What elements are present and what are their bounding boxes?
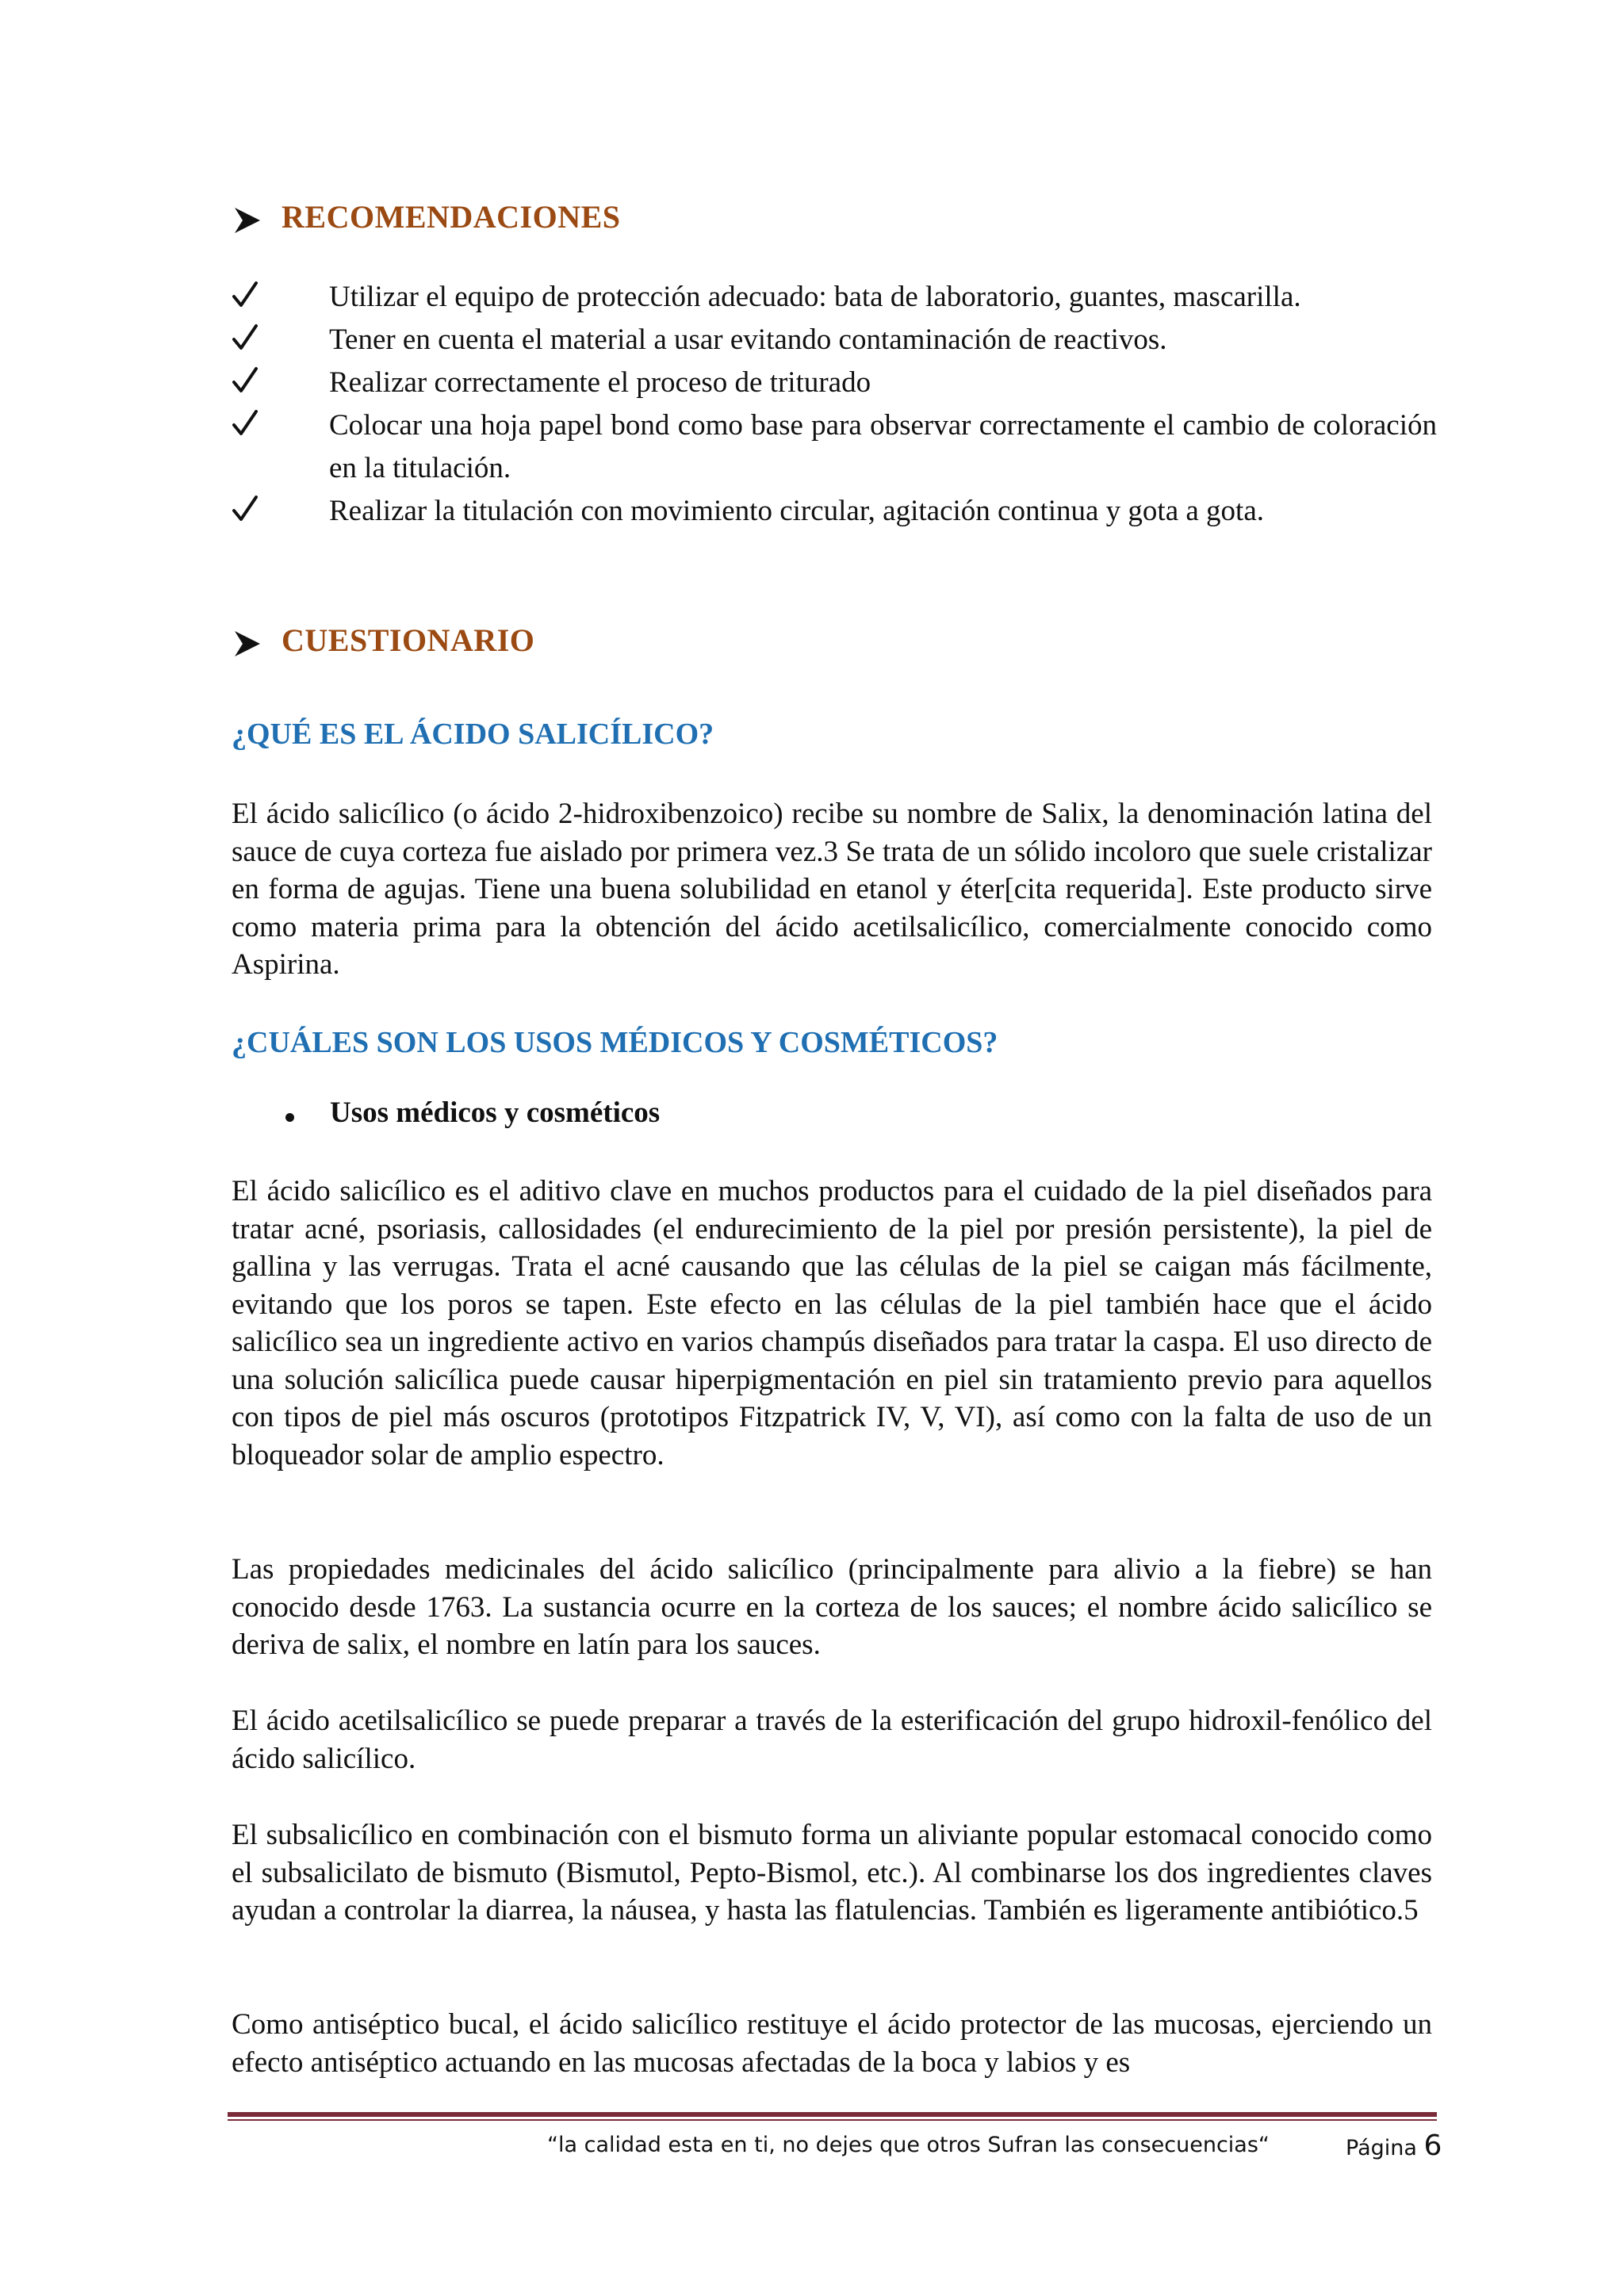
list-item xyxy=(232,276,1437,319)
page-number xyxy=(1346,2130,1442,2162)
section-title-recomendaciones: RECOMENDACIONES xyxy=(282,199,621,235)
footer-rule xyxy=(228,2112,1437,2117)
recommendation-text: Tener en cuenta el material a usar evitando contaminación de reactivos. xyxy=(329,323,1167,356)
answer-paragraph-1: El ácido salicílico (o ácido 2-hidroxibenzoico) recibe su nombre de Salix, la denominación latina del sauce de cuya corteza fue aislado por primera vez.3 Se trata de un sólido incoloro que suele cristalizar en forma de agujas. Tiene una buena solubilidad en etanol y éter[cita requerida]. Este producto sirve como materia prima para la obtención del ácido acetilsalicílico, comercialmente conocido como Aspirina. xyxy=(232,798,1432,981)
recommendation-text: Realizar la titulación con movimiento circular, agitación continua y gota a gota. xyxy=(329,495,1265,527)
checkmark-icon xyxy=(232,408,259,439)
recommendation-text: Colocar una hoja papel bond como base para observar correctamente el cambio de coloración en la titulación. xyxy=(329,409,1437,484)
recommendation-text: Utilizar el equipo de protección adecuado: bata de laboratorio, guantes, mascarilla. xyxy=(329,281,1301,313)
section-title-cuestionario: CUESTIONARIO xyxy=(282,622,535,658)
body-paragraph: Las propiedades medicinales del ácido salicílico (principalmente para alivio a la fiebre) se han conocido desde 1763. La sustancia ocurre en la corteza de los sauces; el nombre ácido salicílico se deriva de salix, el nombre en latín para los sauces. xyxy=(232,1553,1432,1661)
body-paragraph: El ácido salicílico es el aditivo clave en muchos productos para el cuidado de la piel diseñados para tratar acné, psoriasis, callosidades (el endurecimiento de la piel por presión persistente), la piel de gallina y las verrugas. Trata el acné causando que las células de la piel se caigan más fácilmente, evitando que los poros se tapen. Este efecto en las células de la piel también hace que el ácido salicílico sea un ingrediente activo en varios champús diseñados para tratar la caspa. El uso directo de una solución salicílica puede causar hiperpigmentación en piel sin tratamiento previo para aquellos con tipos de piel más oscuros (prototipos Fitzpatrick IV, V, VI), así como con la falta de uso de un bloqueador solar de amplio espectro. xyxy=(232,1175,1432,1471)
arrow-bullet-icon xyxy=(232,628,263,660)
question-heading-2: ¿CUÁLES SON LOS USOS MÉDICOS Y COSMÉTICOS? xyxy=(232,1026,998,1059)
checkmark-icon xyxy=(232,322,259,354)
checkmark-icon xyxy=(232,279,259,311)
list-item xyxy=(232,404,1437,490)
page-label: Página xyxy=(1346,2136,1417,2160)
checkmark-icon xyxy=(232,493,259,525)
bullet-dot-icon xyxy=(285,1113,294,1122)
body-paragraph: El ácido acetilsalicílico se puede preparar a través de la esterificación del grupo hidroxil-fenólico del ácido salicílico. xyxy=(232,1705,1432,1775)
question-heading-1: ¿QUÉ ES EL ÁCIDO SALICÍLICO? xyxy=(232,718,714,751)
footer-rule-thin xyxy=(228,2119,1437,2121)
list-item xyxy=(232,362,1437,404)
checkmark-icon xyxy=(232,365,259,396)
body-paragraph: Como antiséptico bucal, el ácido salicílico restituye el ácido protector de las mucosas, ejerciendo un efecto antiséptico actuando en las mucosas afectadas de la boca y labios y es xyxy=(232,2008,1432,2079)
arrow-bullet-icon xyxy=(232,205,263,236)
bullet-heading: Usos médicos y cosméticos xyxy=(330,1096,661,1129)
list-item xyxy=(232,319,1437,362)
recommendations-list xyxy=(232,276,1437,533)
recommendation-text: Realizar correctamente el proceso de triturado xyxy=(329,366,871,399)
list-item xyxy=(232,490,1437,533)
footer-quote: “la calidad esta en ti, no dejes que otros Sufran las consecuencias“ xyxy=(547,2133,1270,2157)
body-paragraph: El subsalicílico en combinación con el bismuto forma un aliviante popular estomacal conocido como el subsalicilato de bismuto (Bismutol, Pepto-Bismol, etc.). Al combinarse los dos ingredientes claves ayudan a controlar la diarrea, la náusea, y hasta las flatulencias. También es ligeramente antibiótico.5 xyxy=(232,1819,1432,1927)
page-number-value: 6 xyxy=(1423,2130,1442,2162)
